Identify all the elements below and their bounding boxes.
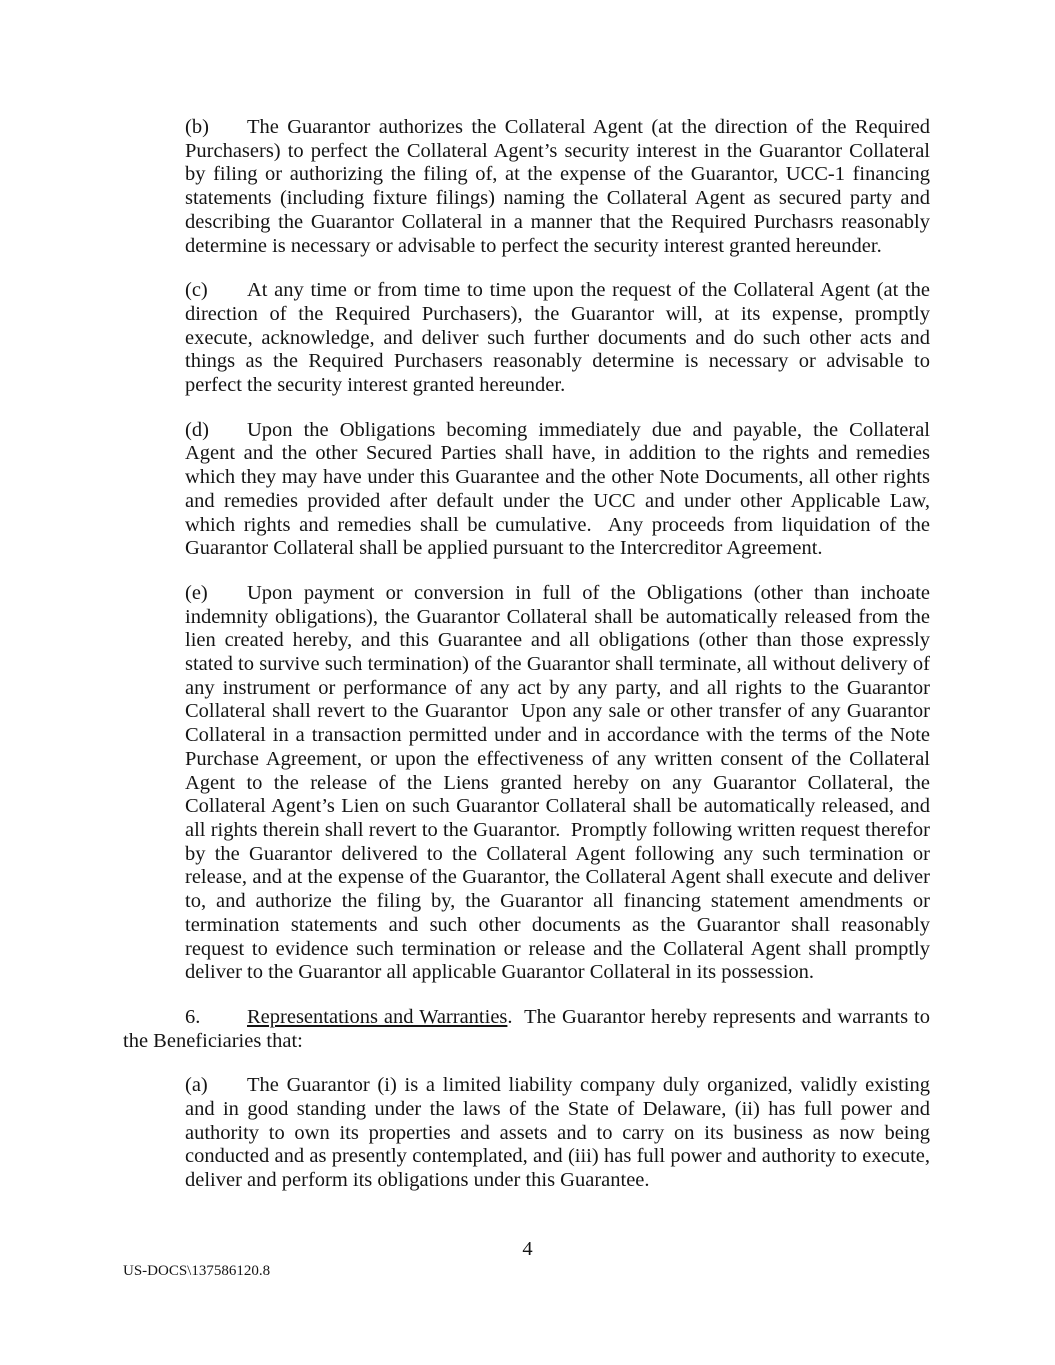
paragraph-d — [185, 418, 936, 561]
paragraph-c-text: At any time or from time to time upon the request of the Collateral Agent (at the direction of the Required Purchasers), the Guarantor will, at its expense, promptly execute, acknowledge, and deliver such further documents and do such other acts and things as the Required Purchasers reasonably determine is necessary or advisable to perfect the security interest granted hereunder. — [185, 279, 936, 397]
section-6-number: 6. — [185, 1005, 201, 1028]
paragraph-d-label: (d) — [185, 418, 209, 441]
document-id-footer: US-DOCS\137586120.8 — [123, 1263, 271, 1279]
paragraph-c-label: (c) — [185, 279, 208, 302]
paragraph-e-label: (e) — [185, 581, 208, 604]
paragraph-e — [185, 581, 936, 985]
section-6-paragraph — [123, 1005, 936, 1053]
paragraph-c — [185, 279, 936, 398]
document-body — [123, 116, 936, 1193]
paragraph-d-text: Upon the Obligations becoming immediately due and payable, the Collateral Agent and the other Secured Parties shall have, in addition to the rights and remedies which they may have under this Guarantee and the other Note Documents, all other rights and remedies provided after default under the UCC and under other Applicable Law, which rights and remedies shall be cumulative. Any proceeds from liquidation of the Guarantor Collateral shall be applied pursuant to the Intercreditor Agreement. — [185, 418, 936, 560]
paragraph-a-label: (a) — [185, 1074, 208, 1097]
paragraph-a — [185, 1074, 936, 1193]
section-6-text: . The Guarantor hereby represents and warrants to the Beneficiaries that: — [123, 1005, 936, 1052]
paragraph-b-text: The Guarantor authorizes the Collateral Agent (at the direction of the Required Purchasers) to perfect the Collateral Agent’s security interest in the Guarantor Collateral by filing or authorizing the filing of, at the expense of the Guarantor, UCC-1 financing statements (including fixture filings) naming the Collateral Agent as secured party and describing the Guarantor Collateral in a manner that the Required Purchasrs reasonably determine is necessary or advisable to perfect the security interest granted hereunder. — [185, 116, 936, 257]
paragraph-a-text: The Guarantor (i) is a limited liability company duly organized, validly existing and in good standing under the laws of the State of Delaware, (ii) has full power and authority to own its properties and assets and to carry on its business as now being conducted and as presently contemplated, and (iii) has full power and authority to execute, deliver and perform its obligations under this Guarantee. — [185, 1074, 936, 1192]
paragraph-b — [185, 116, 936, 258]
paragraph-b-label: (b) — [185, 116, 209, 138]
paragraph-e-text: Upon payment or conversion in full of the Obligations (other than inchoate indemnity obligations), the Guarantor Collateral shall be automatically released from the lien created hereby, and this Guarantee and all obligations (other than those expressly stated to survive such termination) of the Guarantor shall terminate, all without delivery of any instrument or performance of any act by any party, and all rights to the Guarantor Collateral shall revert to the Guarantor Upon any sale or other transfer of any Guarantor Collateral in a transaction permitted under and in accordance with the terms of the Note Purchase Agreement, or upon the effectiveness of any written consent of the Collateral Agent to the release of the Liens granted hereby on any Guarantor Collateral, the Collateral Agent’s Lien on such Guarantor Collateral shall be automatically released, and all rights therein shall revert to the Guarantor. Promptly following written request therefor by the Guarantor delivered to the Collateral Agent following any such termination or release, and at the expense of the Guarantor, the Collateral Agent shall execute and deliver to, and authorize the filing by, the Guarantor all financing statement amendments or termination statements and such other documents as the Guarantor shall reasonably request to evidence such termination or release and the Collateral Agent shall promptly deliver to the Guarantor all applicable Guarantor Collateral in its possession. — [185, 581, 936, 984]
section-6-heading: Representations and Warranties — [247, 1005, 508, 1028]
page-number: 4 — [522, 1238, 533, 1260]
